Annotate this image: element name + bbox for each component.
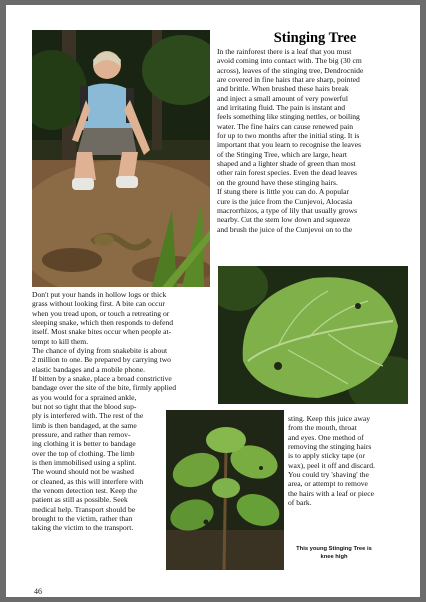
young-stinging-tree-photo [166,410,284,570]
right-column-text: In the rainforest there is a leaf that you must avoid coming into contact with. The big (30 cm across), leaves of the stinging tree, Dendrocnide are covered in fine hairs that are sharp, pointed and brittle. When brushed these hairs break and inject a small amount of very powerful and irritating fluid. The pain is instant and feels something like stinging nettles, or boiling water. The fine hairs can cause renewed pain for up to two months after the initial sting. It is important that you learn to recognise the leaves of the Stinging Tree, which are large, heart shaped and a lighter shade of green than most other rain forest species. Even the dead leaves on the ground have these stinging hairs. If stung there is little you can do. A popular cure is the juice from the Cunjevoi, Alocasia macrorrhizos, a type of lily that usually grows nearby. Cut the stem low down and squeeze and brush the juice of the Cunjevoi on to the [217,47,364,234]
left-column-text-top: Don't put your hands in hollow logs or thick grass without looking first. A bite can occur when you tread upon, or touch a retreating or sleeping snake, which then responds to defend itself. Most snake bites occur when people at- tempt to kill them. The chance of dying from snakebite is about 2 million to one. Be prepared by carrying two elastic bandages and a mobile phone. If bitten by a snake, place a broad constrictive bandage over the site of the bite, firmly applied as you would for a sprained ankle, [32,290,177,402]
page-number: 46 [34,587,42,596]
right-column-text-bottom: sting. Keep this juice away from the mouth, throat and eyes. One method of removing the stinging hairs is to apply sticky tape (or wax), peel it off and discard. You could try 'shaving' the area, or attempt to remove the hairs with a leaf or piece of bark. [288,414,375,508]
photo-caption: This young Stinging Tree is knee high [296,546,372,560]
stinging-tree-leaf-photo [218,266,408,404]
left-column-text-bottom: but not so tight that the blood sup- ply is interfered with. The rest of the limb is then bandaged, at the same pressure, and rather than remov- ing clothing it is better to bandage over the top of clothing. The limb is then immobilised using a splint. The wound should not be washed or cleaned, as this will interfere with the venom detection test. Keep the patient as still as possible. Seek medical help. Transport should be brought to the victim, rather than taking the victim to the transport. [32,402,144,533]
woman-crouching-snake-photo [32,30,210,287]
magazine-page [6,5,420,597]
article-title: Stinging Tree [273,30,357,46]
